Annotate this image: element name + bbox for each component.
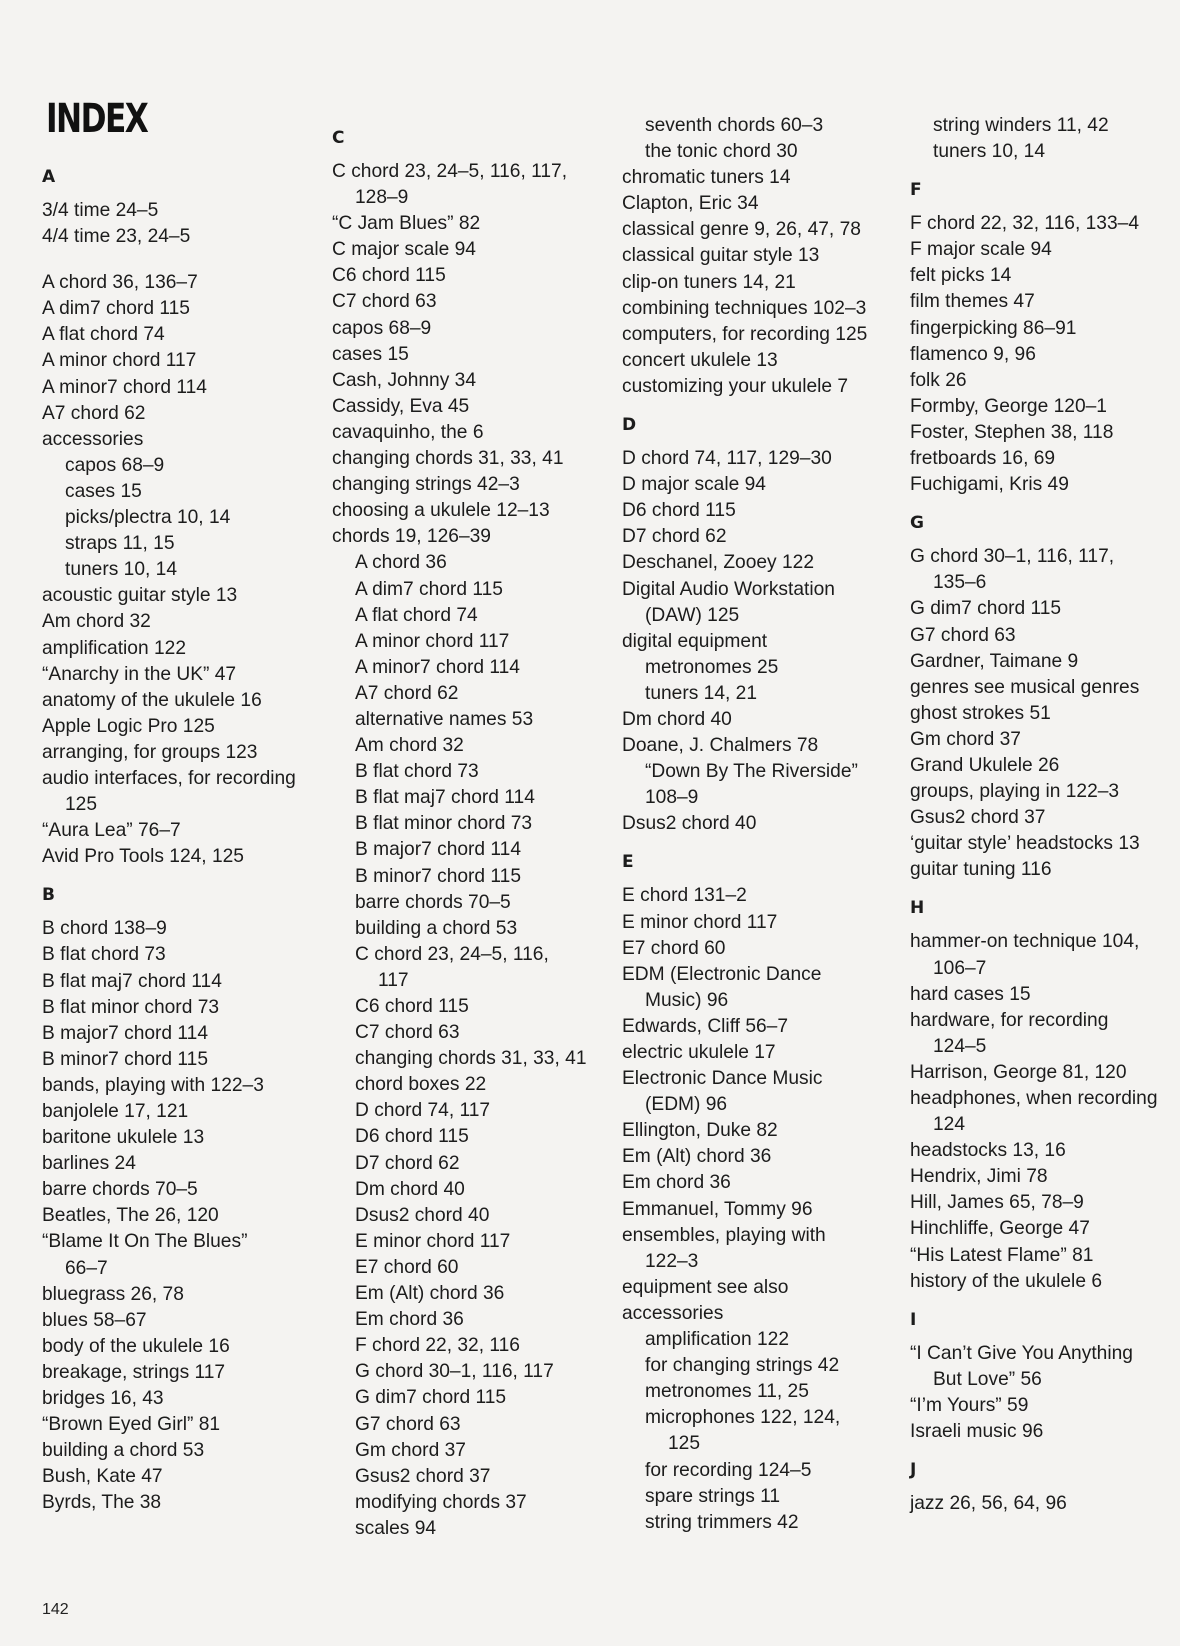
index-column-2 [332, 127, 622, 1542]
index-subentry: “Down By The Riverside” [645, 761, 858, 783]
section-letter: D [622, 415, 637, 436]
index-entry: D major scale 94 [622, 474, 766, 496]
index-subentry: B flat chord 73 [355, 761, 479, 783]
index-entry: combining techniques 102–3 [622, 297, 867, 319]
entry-gap [42, 250, 332, 270]
section-letter: H [910, 898, 925, 919]
index-entry: bluegrass 26, 78 [42, 1283, 184, 1305]
index-entry: headphones, when recording [910, 1088, 1158, 1109]
index-subentry: 125 [65, 794, 98, 816]
index-entry: C major scale 94 [332, 239, 476, 261]
index-entry: A chord 36, 136–7 [42, 272, 198, 294]
index-subentry: microphones 122, 124, [645, 1407, 841, 1429]
index-subentry: 135–6 [933, 572, 987, 594]
index-subentry: Em chord 36 [355, 1309, 464, 1331]
index-entry: genres see musical genres [910, 676, 1140, 698]
index-subentry: 125 [668, 1433, 701, 1455]
index-entry: accessories [42, 428, 144, 450]
index-entry: Israeli music 96 [910, 1421, 1044, 1443]
index-entry: chromatic tuners 14 [622, 167, 791, 189]
index-entry: ‘guitar style’ headstocks 13 [910, 833, 1140, 855]
index-entry: fingerpicking 86–91 [910, 317, 1077, 339]
index-entry: E7 chord 60 [622, 937, 726, 959]
index-entry: F major scale 94 [910, 239, 1052, 261]
index-subentry: Gsus2 chord 37 [355, 1465, 491, 1487]
index-entry: choosing a ukulele 12–13 [332, 500, 550, 522]
index-entry: arranging, for groups 123 [42, 741, 258, 763]
index-subentry: A flat chord 74 [355, 604, 478, 626]
index-subentry: 124 [933, 1114, 966, 1136]
index-entry: Em chord 36 [622, 1172, 731, 1194]
index-subentry: modifying chords 37 [355, 1491, 527, 1513]
index-entry: Harrison, George 81, 120 [910, 1061, 1127, 1083]
index-subentry: tuners 14, 21 [645, 682, 758, 704]
index-entry: history of the ukulele 6 [910, 1270, 1102, 1292]
index-entry: groups, playing in 122–3 [910, 781, 1120, 803]
index-entry: Doane, J. Chalmers 78 [622, 735, 819, 757]
index-entry: building a chord 53 [42, 1440, 205, 1462]
index-entry: A7 chord 62 [42, 402, 146, 424]
index-entry: Fuchigami, Kris 49 [910, 474, 1069, 496]
index-entry: “Anarchy in the UK” 47 [42, 663, 237, 685]
index-entry: Dsus2 chord 40 [622, 813, 757, 835]
index-entry: Formby, George 120–1 [910, 395, 1107, 417]
index-entry: “I Can’t Give You Anything [910, 1342, 1133, 1364]
index-entry: “Aura Lea” 76–7 [42, 820, 181, 842]
section-letter: J [910, 1460, 917, 1481]
index-subentry: amplification 122 [645, 1329, 789, 1351]
index-entry: Gardner, Taimane 9 [910, 650, 1079, 672]
section-letter: G [910, 513, 924, 534]
index-entry: changing chords 31, 33, 41 [332, 448, 564, 470]
index-subentry: alternative names 53 [355, 708, 534, 730]
index-subentry: 122–3 [645, 1250, 699, 1272]
index-entry: Ellington, Duke 82 [622, 1120, 778, 1142]
index-entry: Edwards, Cliff 56–7 [622, 1015, 789, 1037]
index-entry: “Blame It On The Blues” [42, 1231, 248, 1253]
index-entry: hard cases 15 [910, 983, 1031, 1005]
index-entry: customizing your ukulele 7 [622, 375, 849, 397]
index-entry: Cassidy, Eva 45 [332, 395, 470, 417]
index-entry: classical guitar style 13 [622, 245, 820, 267]
index-entry: G7 chord 63 [910, 624, 1016, 646]
index-entry: B flat chord 73 [42, 944, 166, 966]
index-entry: headstocks 13, 16 [910, 1140, 1066, 1162]
index-subentry: Em (Alt) chord 36 [355, 1283, 505, 1305]
index-entry: A dim7 chord 115 [42, 298, 190, 320]
index-entry: “Brown Eyed Girl” 81 [42, 1414, 221, 1436]
index-subentry: (EDM) 96 [645, 1094, 728, 1116]
index-entry: E minor chord 117 [622, 911, 778, 933]
index-entry: hardware, for recording [910, 1009, 1109, 1031]
index-entry: A flat chord 74 [42, 324, 165, 346]
index-subentry: 128–9 [355, 187, 409, 209]
index-entry: Avid Pro Tools 124, 125 [42, 846, 244, 868]
index-subentry: metronomes 25 [645, 656, 779, 678]
index-entry: ensembles, playing with [622, 1224, 826, 1246]
page-title: INDEX [46, 96, 148, 142]
index-subentry: for recording 124–5 [645, 1459, 812, 1481]
index-subentry: changing chords 31, 33, 41 [355, 1048, 587, 1070]
index-entry: Gsus2 chord 37 [910, 807, 1046, 829]
index-entry: bridges 16, 43 [42, 1388, 164, 1410]
index-entry: capos 68–9 [332, 317, 432, 339]
index-entry: G chord 30–1, 116, 117, [910, 546, 1115, 568]
index-entry: C chord 23, 24–5, 116, 117, [332, 161, 568, 182]
index-subentry: metronomes 11, 25 [645, 1381, 809, 1403]
index-entry: baritone ukulele 13 [42, 1127, 205, 1149]
index-subentry: A dim7 chord 115 [355, 578, 503, 600]
index-entry: “I’m Yours” 59 [910, 1394, 1029, 1416]
index-entry: C6 chord 115 [332, 265, 446, 287]
index-subentry: D7 chord 62 [355, 1152, 460, 1174]
index-subentry: cases 15 [65, 480, 142, 502]
index-entry: Apple Logic Pro 125 [42, 715, 215, 737]
index-entry: jazz 26, 56, 64, 96 [910, 1493, 1067, 1515]
index-entry: Hinchliffe, George 47 [910, 1218, 1090, 1240]
index-entry: Cash, Johnny 34 [332, 369, 476, 391]
index-subentry: Dsus2 chord 40 [355, 1204, 490, 1226]
index-subentry: A minor chord 117 [355, 630, 510, 652]
index-entry: banjolele 17, 121 [42, 1101, 189, 1122]
index-entry: F chord 22, 32, 116, 133–4 [910, 213, 1139, 235]
index-subentry: B major7 chord 114 [355, 839, 522, 861]
section-letter: E [622, 852, 634, 873]
index-entry: “C Jam Blues” 82 [332, 213, 481, 235]
index-entry: Bush, Kate 47 [42, 1466, 163, 1488]
index-subentry: string winders 11, 42 [933, 115, 1109, 136]
index-subentry: capos 68–9 [65, 454, 165, 476]
index-entry: A minor chord 117 [42, 350, 197, 372]
index-subentry: A minor7 chord 114 [355, 656, 520, 678]
section-letter: A [42, 167, 56, 187]
index-entry: Am chord 32 [42, 611, 151, 633]
index-entry: Grand Ukulele 26 [910, 754, 1060, 776]
index-subentry: B flat minor chord 73 [355, 813, 533, 835]
index-entry: body of the ukulele 16 [42, 1335, 230, 1357]
index-entry: accessories [622, 1302, 724, 1324]
index-entry: C7 chord 63 [332, 291, 437, 313]
index-column-3 [622, 113, 912, 1536]
index-subentry: A7 chord 62 [355, 682, 459, 704]
index-subentry: D chord 74, 117 [355, 1100, 491, 1122]
index-entry: breakage, strings 117 [42, 1361, 226, 1383]
section-letter: I [910, 1309, 917, 1330]
index-subentry: tuners 10, 14 [933, 141, 1046, 163]
index-entry: folk 26 [910, 369, 967, 391]
index-subentry: A chord 36 [355, 552, 447, 574]
index-subentry: 108–9 [645, 787, 699, 809]
index-entry: Beatles, The 26, 120 [42, 1205, 219, 1227]
index-entry: Electronic Dance Music [622, 1068, 823, 1090]
index-subentry: E7 chord 60 [355, 1256, 459, 1278]
index-entry: cases 15 [332, 343, 409, 365]
index-entry: Digital Audio Workstation [622, 578, 835, 600]
index-entry: flamenco 9, 96 [910, 343, 1036, 365]
index-entry: 3/4 time 24–5 [42, 200, 159, 221]
index-entry: bands, playing with 122–3 [42, 1074, 264, 1096]
index-entry: changing strings 42–3 [332, 474, 520, 496]
index-column-4 [910, 113, 1180, 1517]
index-subentry: tuners 10, 14 [65, 559, 178, 581]
index-entry: computers, for recording 125 [622, 323, 868, 345]
section-letter: C [332, 128, 345, 148]
index-entry: D6 chord 115 [622, 500, 736, 522]
index-entry: “His Latest Flame” 81 [910, 1244, 1094, 1266]
index-entry: A minor7 chord 114 [42, 376, 207, 398]
index-entry: ghost strokes 51 [910, 702, 1051, 724]
index-entry: B chord 138–9 [42, 918, 167, 940]
index-subentry: C chord 23, 24–5, 116, [355, 943, 549, 965]
index-entry: B flat maj7 chord 114 [42, 970, 222, 992]
index-subentry: Dm chord 40 [355, 1178, 465, 1200]
index-subentry: E minor chord 117 [355, 1230, 511, 1252]
index-entry: acoustic guitar style 13 [42, 585, 238, 607]
index-subentry: F chord 22, 32, 116 [355, 1335, 520, 1357]
index-entry: Byrds, The 38 [42, 1492, 162, 1514]
index-entry: classical genre 9, 26, 47, 78 [622, 219, 861, 241]
index-subentry: 124–5 [933, 1035, 987, 1057]
index-entry: guitar tuning 116 [910, 859, 1052, 881]
index-column-1 [42, 166, 332, 1517]
index-entry: amplification 122 [42, 637, 186, 659]
index-subentry: Gm chord 37 [355, 1439, 466, 1461]
index-subentry: 66–7 [65, 1257, 108, 1279]
index-entry: fretboards 16, 69 [910, 448, 1056, 470]
index-entry: Hill, James 65, 78–9 [910, 1192, 1084, 1214]
index-entry: B minor7 chord 115 [42, 1048, 209, 1070]
index-entry: Emmanuel, Tommy 96 [622, 1198, 813, 1220]
index-subentry: B flat maj7 chord 114 [355, 787, 535, 809]
index-subentry: barre chords 70–5 [355, 891, 511, 913]
index-entry: concert ukulele 13 [622, 349, 778, 371]
index-subentry: the tonic chord 30 [645, 141, 798, 163]
index-subentry: string trimmers 42 [645, 1511, 799, 1533]
index-entry: EDM (Electronic Dance [622, 963, 822, 985]
index-subentry: straps 11, 15 [65, 533, 175, 555]
index-subentry: C7 chord 63 [355, 1022, 460, 1044]
index-subentry: chord boxes 22 [355, 1074, 487, 1096]
index-subentry: B minor7 chord 115 [355, 865, 522, 887]
index-entry: Deschanel, Zooey 122 [622, 552, 814, 574]
index-subentry: Music) 96 [645, 989, 729, 1011]
index-subentry: picks/plectra 10, 14 [65, 507, 231, 529]
index-entry: electric ukulele 17 [622, 1042, 776, 1063]
index-entry: cavaquinho, the 6 [332, 421, 484, 443]
index-entry: 4/4 time 23, 24–5 [42, 226, 191, 248]
index-subentry: But Love” 56 [933, 1368, 1042, 1390]
index-entry: D chord 74, 117, 129–30 [622, 448, 832, 470]
index-subentry: scales 94 [355, 1517, 437, 1539]
index-entry: anatomy of the ukulele 16 [42, 689, 262, 711]
page-number: 142 [42, 1601, 69, 1618]
index-entry: Dm chord 40 [622, 708, 732, 730]
index-subentry: C6 chord 115 [355, 996, 469, 1017]
index-entry: Hendrix, Jimi 78 [910, 1166, 1048, 1188]
index-entry: B flat minor chord 73 [42, 996, 220, 1018]
index-subentry: D6 chord 115 [355, 1126, 469, 1148]
index-subentry: G dim7 chord 115 [355, 1387, 507, 1409]
index-entry: E chord 131–2 [622, 885, 747, 907]
index-entry: Em (Alt) chord 36 [622, 1146, 772, 1168]
index-subentry: (DAW) 125 [645, 604, 740, 626]
index-subentry: building a chord 53 [355, 917, 518, 939]
index-entry: film themes 47 [910, 291, 1035, 313]
index-subentry: Am chord 32 [355, 735, 464, 757]
section-letter: B [42, 885, 55, 906]
index-entry: Clapton, Eric 34 [622, 193, 759, 215]
index-subentry: seventh chords 60–3 [645, 115, 824, 136]
index-entry: blues 58–67 [42, 1309, 147, 1331]
index-entry: hammer-on technique 104, [910, 931, 1140, 953]
index-entry: G dim7 chord 115 [910, 598, 1062, 620]
index-entry: clip-on tuners 14, 21 [622, 271, 796, 293]
index-entry: felt picks 14 [910, 265, 1012, 287]
index-entry: barlines 24 [42, 1153, 136, 1175]
index-subentry: 106–7 [933, 957, 987, 979]
index-subentry: spare strings 11 [645, 1485, 781, 1507]
index-subentry: for changing strings 42 [645, 1355, 840, 1377]
index-subentry: G chord 30–1, 116, 117 [355, 1361, 554, 1383]
index-subentry: G7 chord 63 [355, 1413, 461, 1435]
index-entry: Foster, Stephen 38, 118 [910, 421, 1114, 443]
index-entry: barre chords 70–5 [42, 1179, 198, 1201]
index-entry: audio interfaces, for recording [42, 767, 296, 789]
index-entry: Gm chord 37 [910, 728, 1021, 750]
index-entry: D7 chord 62 [622, 526, 727, 548]
index-entry: chords 19, 126–39 [332, 526, 491, 548]
index-subentry: 117 [378, 969, 409, 991]
index-entry: digital equipment [622, 630, 768, 652]
index-entry: B major7 chord 114 [42, 1022, 209, 1044]
index-entry: equipment see also [622, 1276, 789, 1298]
section-letter: F [910, 180, 922, 201]
